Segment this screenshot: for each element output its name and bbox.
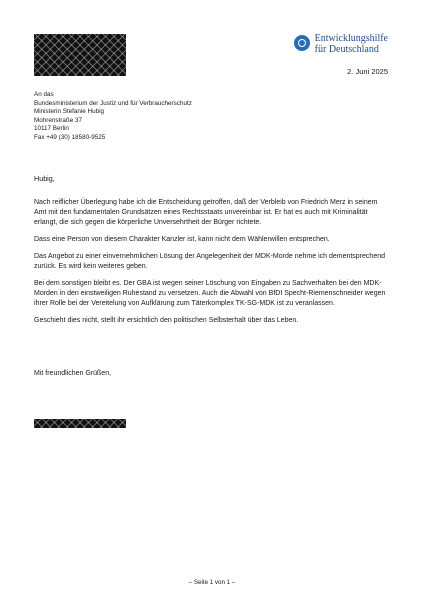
globe-icon bbox=[294, 35, 310, 51]
address-line: Mohrenstraße 37 bbox=[34, 116, 82, 124]
redacted-sender-block bbox=[34, 34, 126, 76]
body-paragraph: Geschieht dies nicht, stellt ihr ersichtlich den politischen Selbsterhalt über das Leben. bbox=[34, 317, 299, 324]
logo-line-2: für Deutschland bbox=[314, 43, 379, 55]
logo-line-1: Entwicklungshilfe bbox=[314, 33, 388, 44]
logo-text bbox=[315, 34, 388, 55]
address-line: Bundesministerium der Justiz und für Verbraucherschutz bbox=[34, 99, 192, 107]
letter-body bbox=[34, 198, 390, 333]
organization-logo bbox=[294, 34, 388, 55]
body-paragraph: Nach reiflicher Überlegung habe ich die Entscheidung getroffen, daß der Verbleib von Friedrich Merz in seinem Amt mit den fundamentalen Grundsätzen eines Rechtsstaats unvereinbar ist. Er hat es auch mit Kriminalität erlangt, die sich gegen die körperliche Unversehrtheit der Bürger richtete. bbox=[34, 199, 378, 226]
address-line: Ministerin Stefanie Hubig bbox=[34, 108, 105, 115]
address-line: 10117 Berlin bbox=[34, 125, 69, 132]
letter-date: 2. Juni 2025 bbox=[347, 67, 388, 76]
redacted-signature bbox=[34, 419, 126, 428]
salutation: Hubig, bbox=[34, 174, 55, 183]
body-paragraph: Dass eine Person von diesem Charakter Kanzler ist, kann nicht dem Wählerwillen entsprechen. bbox=[34, 236, 330, 243]
recipient-address bbox=[34, 91, 192, 142]
body-paragraph: Das Angebot zu einer einvernehmlichen Lösung der Angelegenheit der MDK-Morde nehme ich dementsprechend zurück. Es wird kein weiteres geben. bbox=[34, 253, 385, 270]
body-paragraph: Bei dem sonstigen bleibt es. Der GBA ist wegen seiner Löschung von Eingaben zu Sachverhalten bei den MDK-Morden in den einstweiligen Ruhestand zu versetzen. Auch die Abwahl von BfDI Specht-Riemenschneider wegen ihrer Rolle bei der Vereitelung von Aufklärung zum Täterkomplex TK-SG-MDK ist zu veranlassen. bbox=[34, 280, 386, 307]
closing-phrase: Mit freundlichen Grüßen, bbox=[34, 370, 112, 377]
address-line: An das bbox=[34, 91, 54, 98]
address-line: Fax +49 (30) 18580-9525 bbox=[34, 133, 106, 141]
page-footer: – Seite 1 von 1 – bbox=[188, 579, 236, 586]
